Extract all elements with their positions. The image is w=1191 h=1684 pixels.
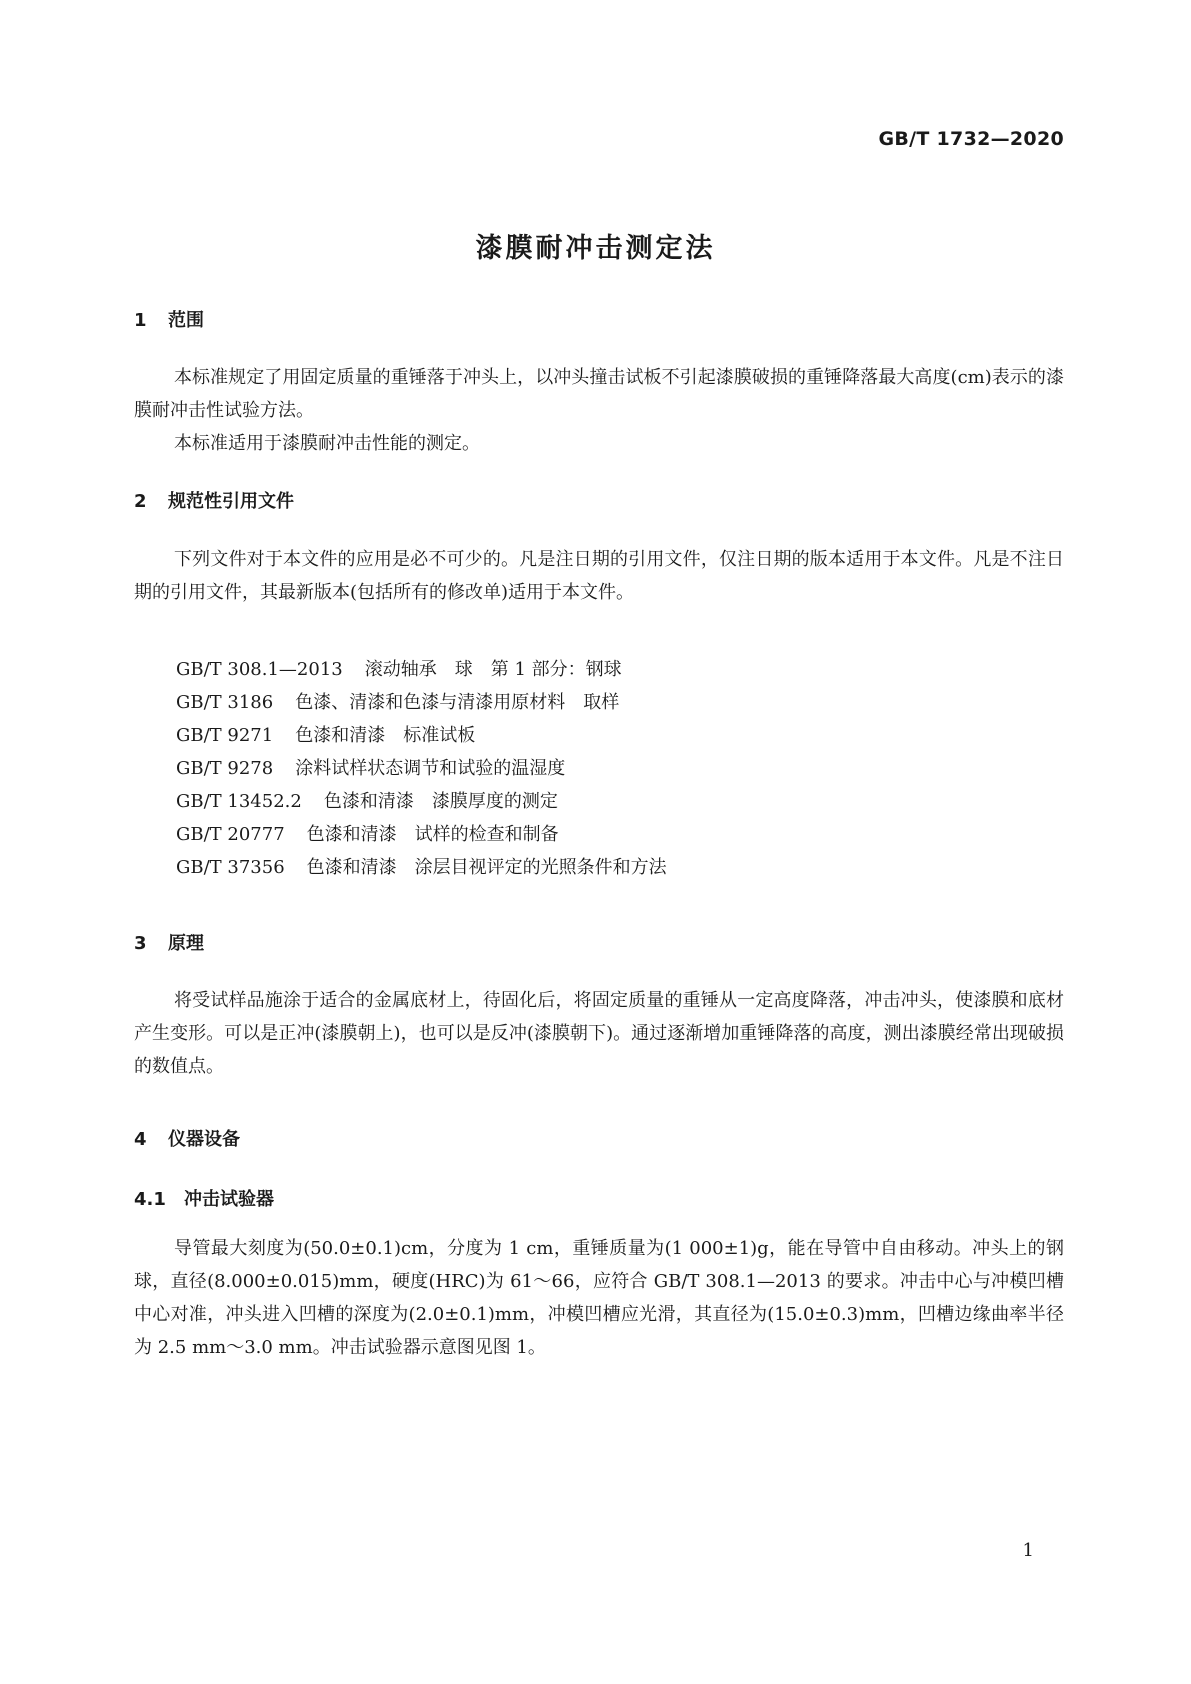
reference-code: GB/T 20777 bbox=[176, 824, 285, 845]
subsection-number: 4.1 bbox=[134, 1189, 166, 1210]
principle-paragraph: 将受试样品施涂于适合的金属底材上，待固化后，将固定质量的重锤从一定高度降落，冲击冲头，使漆膜和底材产生变形。可以是正冲(漆膜朝上)，也可以是反冲(漆膜朝下)。通过逐渐增加重锤降落的高度，测出漆膜经常出现破损的数值点。 bbox=[134, 990, 1064, 1077]
scope-paragraph-1: 本标准规定了用固定质量的重锤落于冲头上，以冲头撞击试板不引起漆膜破损的重锤降落最大高度(cm)表示的漆膜耐冲击性试验方法。 bbox=[134, 367, 1064, 421]
standard-number: GB/T 1732—2020 bbox=[878, 128, 1064, 150]
reference-code: GB/T 3186 bbox=[176, 692, 274, 713]
reference-item bbox=[176, 752, 667, 785]
reference-item bbox=[176, 785, 667, 818]
subsection-title: 冲击试验器 bbox=[184, 1189, 274, 1210]
section-number: 1 bbox=[134, 310, 147, 331]
section-title: 仪器设备 bbox=[168, 1129, 240, 1150]
section-1-heading bbox=[134, 306, 204, 332]
reference-item bbox=[176, 686, 667, 719]
section-title: 范围 bbox=[168, 310, 204, 331]
reference-item bbox=[176, 818, 667, 851]
reference-title: 色漆、清漆和色漆与清漆用原材料 取样 bbox=[295, 692, 620, 713]
reference-code: GB/T 13452.2 bbox=[176, 791, 302, 812]
section-title: 规范性引用文件 bbox=[168, 491, 294, 512]
reference-title: 涂料试样状态调节和试验的温湿度 bbox=[295, 758, 566, 779]
reference-title: 滚动轴承 球 第 1 部分：钢球 bbox=[364, 659, 622, 680]
reference-title: 色漆和清漆 试样的检查和制备 bbox=[306, 824, 559, 845]
reference-code: GB/T 37356 bbox=[176, 857, 285, 878]
section-2-heading bbox=[134, 487, 294, 513]
reference-title: 色漆和清漆 标准试板 bbox=[295, 725, 476, 746]
normative-references-list bbox=[176, 653, 667, 884]
reference-item bbox=[176, 653, 667, 686]
reference-code: GB/T 9271 bbox=[176, 725, 274, 746]
scope-paragraph-2: 本标准适用于漆膜耐冲击性能的测定。 bbox=[174, 433, 480, 454]
reference-item bbox=[176, 719, 667, 752]
reference-code: GB/T 9278 bbox=[176, 758, 274, 779]
reference-item bbox=[176, 851, 667, 884]
reference-code: GB/T 308.1—2013 bbox=[176, 659, 343, 680]
section-number: 4 bbox=[134, 1129, 147, 1150]
reference-title: 色漆和清漆 涂层目视评定的光照条件和方法 bbox=[306, 857, 667, 878]
page-number: 1 bbox=[1022, 1540, 1034, 1561]
subsection-4-1-heading bbox=[134, 1185, 274, 1211]
section-3-heading bbox=[134, 929, 204, 955]
references-intro: 下列文件对于本文件的应用是必不可少的。凡是注日期的引用文件，仅注日期的版本适用于本文件。凡是不注日期的引用文件，其最新版本(包括所有的修改单)适用于本文件。 bbox=[134, 549, 1064, 603]
section-title: 原理 bbox=[168, 933, 204, 954]
section-number: 3 bbox=[134, 933, 147, 954]
section-4-heading bbox=[134, 1125, 240, 1151]
reference-title: 色漆和清漆 漆膜厚度的测定 bbox=[323, 791, 558, 812]
impact-tester-paragraph: 导管最大刻度为(50.0±0.1)cm，分度为 1 cm，重锤质量为(1 000±1)g，能在导管中自由移动。冲头上的钢球，直径(8.000±0.015)mm，硬度(HRC)为 61～66，应符合 GB/T 308.1—2013 的要求。冲击中心与冲模凹槽中心对准，冲头进入凹槽的深度为(2.0±0.1)mm，冲模凹槽应光滑，其直径为(15.0±0.3)mm，凹槽边缘曲率半径为 2.5 mm～3.0 mm。冲击试验器示意图见图 1。 bbox=[134, 1238, 1064, 1358]
document-title: 漆膜耐冲击测定法 bbox=[475, 233, 716, 264]
section-number: 2 bbox=[134, 491, 147, 512]
